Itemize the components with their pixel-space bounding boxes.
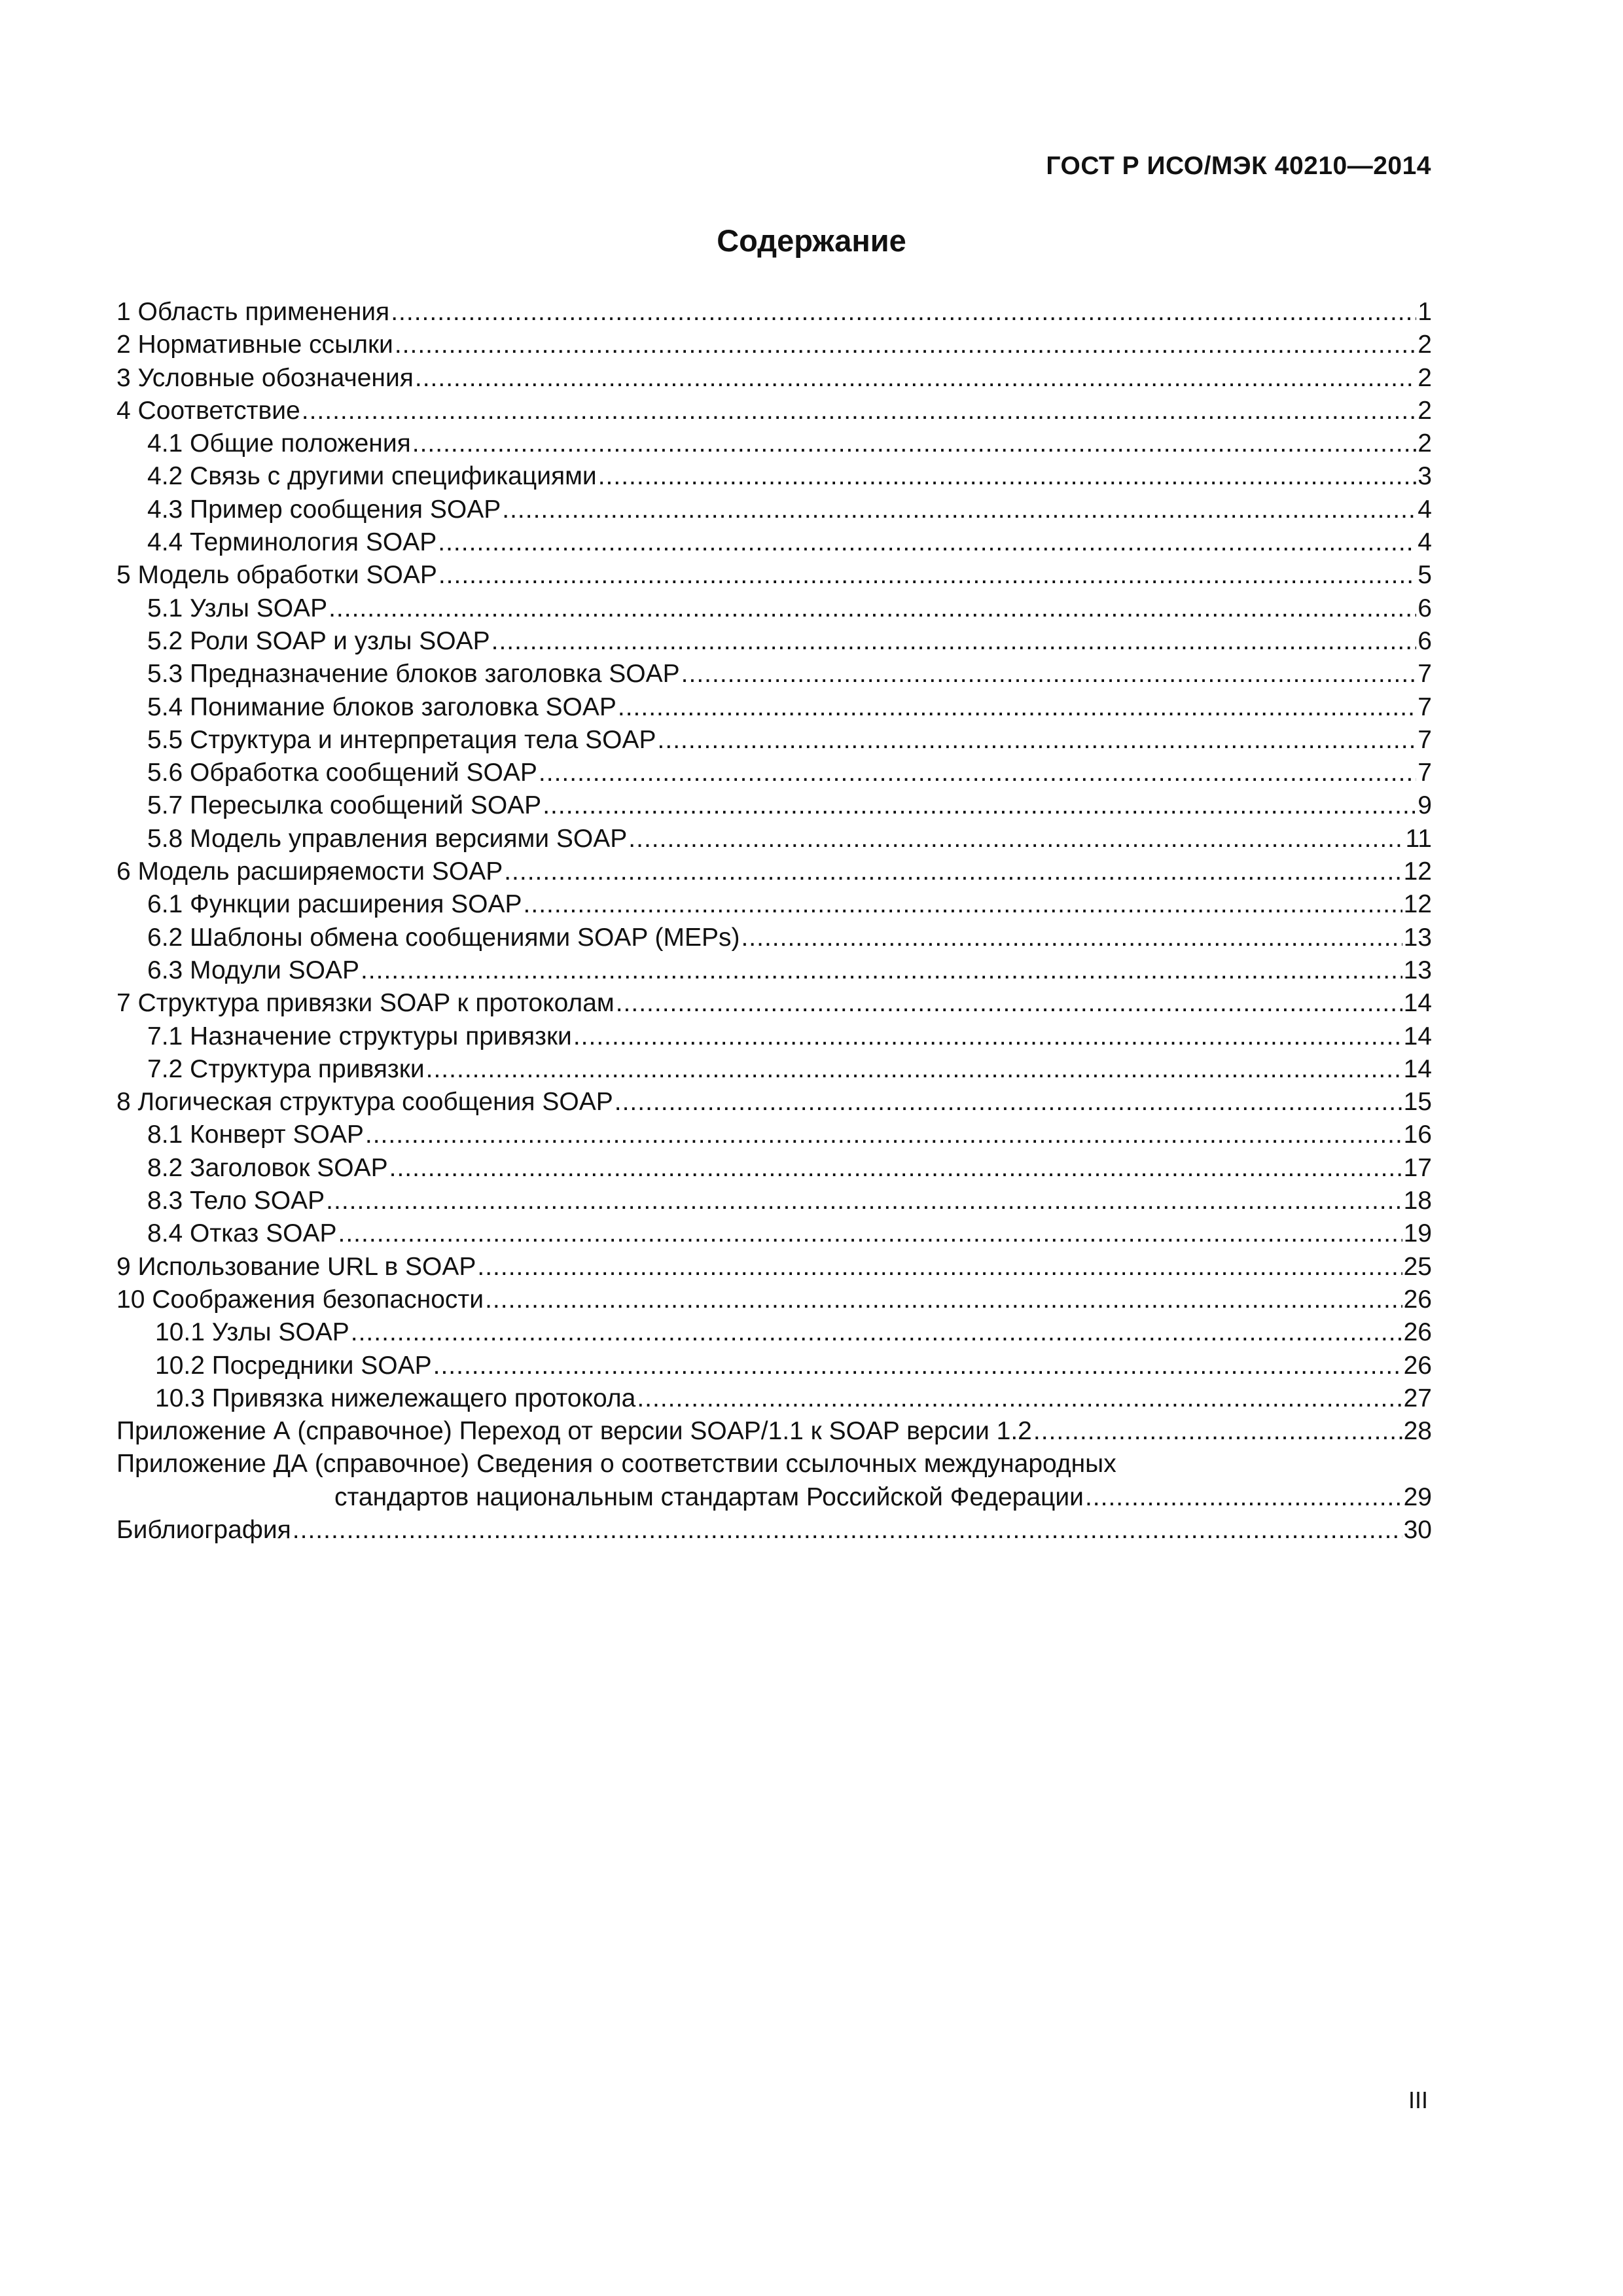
toc-entry-label: 5.1 Узлы SOAP <box>147 594 328 622</box>
toc-entry-label: 6.1 Функции расширения SOAP <box>147 890 522 919</box>
toc-entry-label: 5.6 Обработка сообщений SOAP <box>147 759 537 787</box>
toc-entry-page: 2 <box>1418 363 1432 392</box>
page-number: III <box>1408 2087 1428 2113</box>
toc-entry-label: 8.4 Отказ SOAP <box>147 1219 337 1248</box>
dot-leader <box>524 888 1402 921</box>
toc-entry-label: стандартов национальным стандартам Российской Федерации <box>334 1482 1084 1511</box>
table-of-contents <box>116 296 1432 1547</box>
toc-entry-page: 4 <box>1418 528 1432 557</box>
toc-entry[interactable] <box>116 625 1432 658</box>
toc-entry-label: 7.1 Назначение структуры привязки <box>147 1022 572 1050</box>
toc-entry[interactable] <box>116 922 1432 954</box>
dot-leader <box>338 1217 1402 1250</box>
toc-entry-page: 12 <box>1403 890 1432 919</box>
toc-entry[interactable] <box>116 362 1432 395</box>
dot-leader <box>302 395 1417 427</box>
toc-entry-label: 4.2 Связь с другими спецификациями <box>147 462 597 491</box>
toc-entry[interactable] <box>116 395 1432 427</box>
toc-entry-label: 4.4 Терминология SOAP <box>147 528 437 557</box>
dot-leader <box>329 592 1416 625</box>
toc-entry[interactable] <box>116 1217 1432 1250</box>
toc-entry[interactable] <box>116 1086 1432 1119</box>
toc-entry-page: 5 <box>1418 561 1432 590</box>
toc-entry-page: 19 <box>1403 1219 1432 1248</box>
dot-leader <box>539 757 1416 789</box>
toc-entry[interactable] <box>116 757 1432 789</box>
toc-entry[interactable] <box>116 691 1432 724</box>
toc-entry-label: 6 Модель расширяемости SOAP <box>116 857 503 886</box>
dot-leader <box>598 460 1417 493</box>
dot-leader <box>491 625 1417 658</box>
dot-leader <box>543 789 1416 822</box>
toc-entry[interactable] <box>116 823 1432 855</box>
dot-leader <box>485 1283 1402 1316</box>
toc-entry-page: 2 <box>1418 396 1432 425</box>
toc-entry-label: 5.3 Предназначение блоков заголовка SOAP <box>147 660 680 689</box>
toc-entry[interactable] <box>116 1514 1432 1547</box>
toc-entry-page: 7 <box>1418 725 1432 754</box>
toc-entry[interactable] <box>116 1350 1432 1382</box>
dot-leader <box>361 954 1402 987</box>
toc-entry-label: 5.7 Пересылка сообщений SOAP <box>147 791 542 820</box>
dot-leader <box>1085 1481 1402 1514</box>
dot-leader <box>365 1119 1402 1151</box>
toc-entry-label: Библиография <box>116 1515 291 1544</box>
toc-entry-label: 7 Структура привязки SOAP к протоколам <box>116 989 615 1018</box>
dot-leader <box>293 1514 1402 1547</box>
toc-entry-page: 12 <box>1403 857 1432 886</box>
toc-entry[interactable] <box>116 1020 1432 1053</box>
toc-entry-label: 6.2 Шаблоны обмена сообщениями SOAP (MEPs) <box>147 923 740 952</box>
toc-entry[interactable] <box>116 658 1432 691</box>
toc-entry[interactable] <box>116 1415 1432 1448</box>
dot-leader <box>395 329 1416 361</box>
dot-leader <box>326 1185 1402 1217</box>
dot-leader <box>351 1316 1402 1349</box>
toc-entry-label: 8 Логическая структура сообщения SOAP <box>116 1088 613 1117</box>
toc-entry-label: 4.3 Пример сообщения SOAP <box>147 495 501 524</box>
dot-leader <box>433 1350 1402 1382</box>
toc-entry[interactable] <box>116 526 1432 559</box>
toc-entry-label: 4 Соответствие <box>116 396 300 425</box>
toc-entry[interactable] <box>116 1152 1432 1185</box>
dot-leader <box>438 526 1416 559</box>
dot-leader <box>438 559 1416 592</box>
toc-entry[interactable] <box>116 592 1432 625</box>
dot-leader <box>616 987 1402 1020</box>
toc-entry-label: 7.2 Структура привязки <box>147 1054 425 1083</box>
dot-leader <box>412 427 1417 460</box>
toc-entry-page: 26 <box>1403 1351 1432 1380</box>
toc-entry[interactable] <box>116 954 1432 987</box>
toc-entry-label: 8.1 Конверт SOAP <box>147 1121 364 1149</box>
toc-entry[interactable] <box>116 1316 1432 1349</box>
dot-leader <box>618 691 1416 724</box>
toc-entry-page: 26 <box>1403 1318 1432 1347</box>
toc-entry[interactable] <box>116 1251 1432 1283</box>
toc-entry[interactable] <box>116 559 1432 592</box>
dot-leader <box>615 1086 1402 1119</box>
toc-entry-label: 4.1 Общие положения <box>147 429 411 458</box>
toc-entry-page: 9 <box>1418 791 1432 820</box>
toc-entry-page: 7 <box>1418 759 1432 787</box>
dot-leader <box>573 1020 1402 1053</box>
toc-entry-page: 28 <box>1403 1417 1432 1446</box>
dot-leader <box>426 1053 1402 1086</box>
toc-entry-label: 5 Модель обработки SOAP <box>116 561 437 590</box>
toc-entry[interactable] <box>116 427 1432 460</box>
toc-entry[interactable] <box>116 1185 1432 1217</box>
toc-entry[interactable] <box>116 724 1432 757</box>
dot-leader <box>389 1152 1402 1185</box>
toc-entry-page: 26 <box>1403 1285 1432 1314</box>
dot-leader <box>477 1251 1402 1283</box>
toc-entry-page: 25 <box>1403 1252 1432 1281</box>
toc-entry[interactable] <box>116 493 1432 526</box>
toc-entry-label: 5.8 Модель управления версиями SOAP <box>147 824 628 853</box>
toc-entry-page: 14 <box>1403 1054 1432 1083</box>
toc-entry-label: 5.5 Структура и интерпретация тела SOAP <box>147 725 656 754</box>
toc-entry-page: 30 <box>1403 1515 1432 1544</box>
toc-entry-page: 16 <box>1403 1121 1432 1149</box>
toc-entry-page: 4 <box>1418 495 1432 524</box>
toc-entry-label: 3 Условные обозначения <box>116 363 414 392</box>
toc-entry-page: 6 <box>1418 626 1432 655</box>
toc-entry-page: 7 <box>1418 692 1432 721</box>
toc-entry[interactable] <box>116 1119 1432 1151</box>
document-standard-id: ГОСТ Р ИСО/МЭК 40210—2014 <box>1046 152 1431 180</box>
toc-entry-page: 14 <box>1403 989 1432 1018</box>
toc-entry-label: 10.3 Привязка нижележащего протокола <box>155 1384 636 1412</box>
dot-leader <box>415 362 1416 395</box>
toc-entry-label: 6.3 Модули SOAP <box>147 956 359 984</box>
dot-leader <box>1033 1415 1402 1448</box>
toc-entry[interactable] <box>116 789 1432 822</box>
toc-entry-page: 27 <box>1403 1384 1432 1412</box>
toc-entry-page: 3 <box>1418 462 1432 491</box>
dot-leader <box>658 724 1417 757</box>
dot-leader <box>681 658 1417 691</box>
toc-entry-label: Приложение А (справочное) Переход от версии SOAP/1.1 к SOAP версии 1.2 <box>116 1417 1032 1446</box>
toc-entry-label: 8.3 Тело SOAP <box>147 1187 325 1215</box>
toc-entry-label: 10 Соображения безопасности <box>116 1285 484 1314</box>
toc-entry[interactable] <box>116 296 1432 329</box>
toc-entry-page: 17 <box>1403 1153 1432 1182</box>
toc-entry[interactable] <box>116 987 1432 1020</box>
toc-entry[interactable] <box>116 1283 1432 1316</box>
toc-entry-page: 2 <box>1418 429 1432 458</box>
toc-entry-page: 1 <box>1418 298 1432 326</box>
toc-entry-label: 10.1 Узлы SOAP <box>155 1318 349 1347</box>
toc-entry-page: 7 <box>1418 660 1432 689</box>
toc-entry[interactable] <box>116 1448 1432 1480</box>
dot-leader <box>628 823 1404 855</box>
toc-entry-continuation[interactable] <box>116 1481 1432 1514</box>
dot-leader <box>502 493 1416 526</box>
toc-entry[interactable] <box>116 855 1432 888</box>
toc-entry-page: 18 <box>1403 1187 1432 1215</box>
toc-entry-page: 2 <box>1418 331 1432 359</box>
toc-entry-page: 13 <box>1403 956 1432 984</box>
dot-leader <box>391 296 1416 329</box>
toc-entry[interactable] <box>116 1382 1432 1415</box>
dot-leader <box>637 1382 1402 1415</box>
toc-entry-label: 10.2 Посредники SOAP <box>155 1351 432 1380</box>
toc-entry-label: 8.2 Заголовок SOAP <box>147 1153 388 1182</box>
toc-entry-label: 9 Использование URL в SOAP <box>116 1252 476 1281</box>
toc-entry-page: 6 <box>1418 594 1432 622</box>
toc-entry-label: Приложение ДА (справочное) Сведения о соответствии ссылочных международных <box>116 1450 1116 1479</box>
toc-entry-label: 2 Нормативные ссылки <box>116 331 393 359</box>
toc-entry-page: 13 <box>1403 923 1432 952</box>
dot-leader <box>504 855 1402 888</box>
toc-entry-label: 5.4 Понимание блоков заголовка SOAP <box>147 692 616 721</box>
toc-entry[interactable] <box>116 460 1432 493</box>
toc-entry-page: 14 <box>1403 1022 1432 1050</box>
toc-entry-label: 5.2 Роли SOAP и узлы SOAP <box>147 626 490 655</box>
toc-entry-page: 11 <box>1405 824 1432 853</box>
toc-entry[interactable] <box>116 1053 1432 1086</box>
toc-entry[interactable] <box>116 888 1432 921</box>
dot-leader <box>741 922 1402 954</box>
toc-entry[interactable] <box>116 329 1432 361</box>
toc-title: Содержание <box>717 223 906 258</box>
toc-entry-label: 1 Область применения <box>116 298 390 326</box>
toc-entry-page: 15 <box>1403 1088 1432 1117</box>
toc-entry-page: 29 <box>1403 1482 1432 1511</box>
